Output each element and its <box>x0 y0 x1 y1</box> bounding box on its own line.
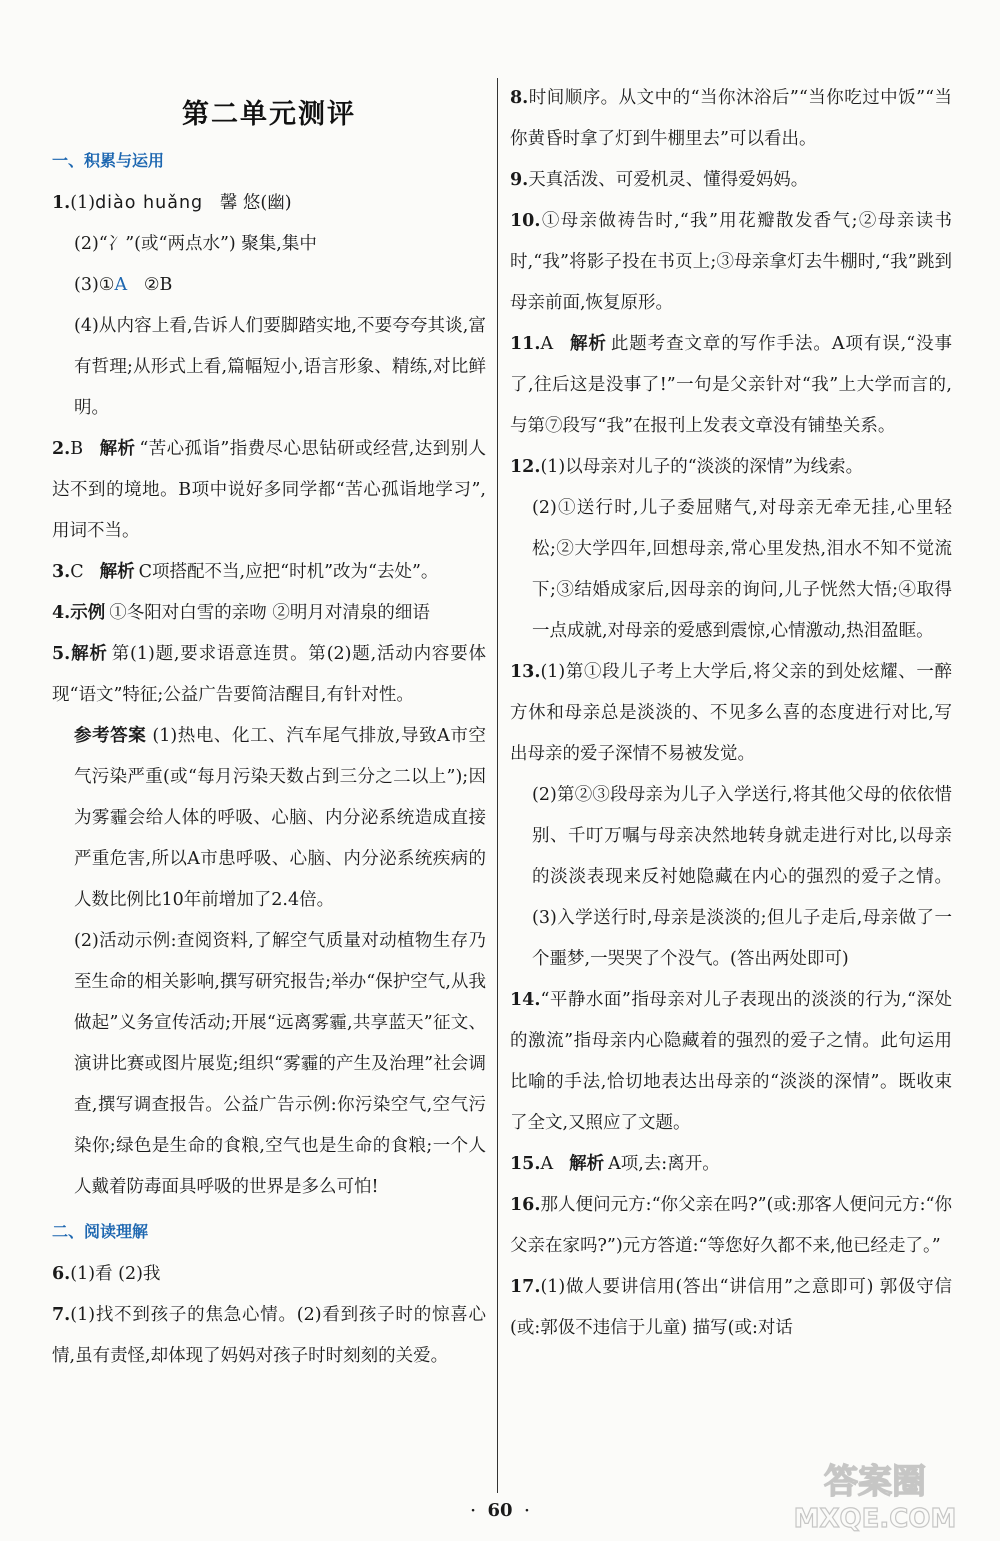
q8-text: 时间顺序。从文中的“当你沐浴后”“当你吃过中饭”“当你黄昏时拿了灯到牛棚里去”可以看出。 <box>510 88 952 149</box>
analysis-label: 解析 <box>569 1154 605 1174</box>
watermark-line1: 答案圈 <box>824 1462 926 1502</box>
right-column <box>510 78 952 1349</box>
q4-text: ①冬阳对白雪的亲吻 ②明月对清泉的细语 <box>109 603 430 623</box>
q1-pinyin: diào huǎng <box>95 193 204 213</box>
question-6 <box>52 1254 486 1295</box>
question-14 <box>510 980 952 1144</box>
watermark-line2: MXQE.COM <box>793 1504 957 1534</box>
q1-line3-answer: A <box>114 275 128 295</box>
q10-text: ①母亲做祷告时,“我”用花瓣散发香气;②母亲读书时,“我”将影子投在书页上;③母亲拿灯去牛棚时,“我”跳到母亲前面,恢复原形。 <box>510 211 952 313</box>
q15-answer: A <box>540 1154 554 1174</box>
footer-dot-right: · <box>524 1503 530 1519</box>
question-number: 11. <box>510 334 541 354</box>
page-number: 60 <box>487 1500 513 1521</box>
question-number: 15. <box>510 1154 541 1174</box>
question-5 <box>52 634 486 1208</box>
q1-line4: (4)从内容上看,告诉人们要脚踏实地,不要夸夸其谈,富有哲理;从形式上看,篇幅短小,语言形象、精练,对比鲜明。 <box>74 316 486 418</box>
question-7 <box>52 1295 486 1377</box>
left-column <box>52 78 486 1377</box>
question-10 <box>510 201 952 324</box>
analysis-label: 解析 <box>99 439 136 459</box>
q6-text: (1)看 (2)我 <box>70 1264 161 1284</box>
reference-answer-label: 参考答案 <box>74 726 147 746</box>
analysis-label: 解析 <box>99 562 135 582</box>
question-2 <box>52 429 486 552</box>
question-number: 14. <box>510 990 541 1010</box>
section-heading-1: 一、积累与运用 <box>52 151 165 170</box>
q1-line2: (2)“冫”(或“两点水”) 聚集,集中 <box>74 234 317 254</box>
question-11 <box>510 324 952 447</box>
question-17 <box>510 1267 952 1349</box>
question-number: 6. <box>52 1264 71 1284</box>
q15-text: A项,去:离开。 <box>608 1154 720 1174</box>
question-number: 8. <box>510 88 529 108</box>
example-label: 示例 <box>70 603 106 623</box>
question-number: 9. <box>510 170 529 190</box>
q12-text2: (2)①送行时,儿子委屈赌气,对母亲无牵无挂,心里轻松;②大学四年,回想母亲,常心里发热,泪水不知不觉流下;③结婚成家后,因母亲的询问,儿子恍然大悟;④取得一点成就,对母亲的爱感到震惊,心情激动,热泪盈眶。 <box>532 498 952 641</box>
q2-answer: B <box>70 439 84 459</box>
question-number: 16. <box>510 1195 541 1215</box>
question-3 <box>52 552 486 593</box>
column-divider <box>497 78 498 1493</box>
question-number: 4. <box>52 603 71 623</box>
section-heading-2: 二、阅读理解 <box>52 1222 149 1241</box>
q11-answer: A <box>540 334 554 354</box>
q1-line1-chars: 馨 悠(幽) <box>219 193 292 213</box>
q1-line3-rest: ②B <box>143 275 173 295</box>
question-number: 2. <box>52 439 71 459</box>
q5-text2: (1)热电、化工、汽车尾气排放,导致A市空气污染严重(或“每月污染天数占到三分之二以上”);因为雾霾会给人体的呼吸、心脑、内分泌系统造成直接严重危害,所以A市患呼吸、心脑、内分泌系统疾病的人数比例比10年前增加了2.4倍。 <box>74 726 486 910</box>
watermark-logo <box>773 1455 978 1535</box>
question-number: 17. <box>510 1277 541 1297</box>
question-4 <box>52 593 486 634</box>
question-number: 7. <box>52 1305 71 1325</box>
question-number: 12. <box>510 457 541 477</box>
question-number: 1. <box>52 193 71 213</box>
q7-text: (1)找不到孩子的焦急心情。(2)看到孩子时的惊喜心情,虽有责怪,却体现了妈妈对孩子时时刻刻的关爱。 <box>52 1305 486 1366</box>
q17-text: (1)做人要讲信用(答出“讲信用”之意即可) 郭伋守信(或:郭伋不违信于儿童) 描写(或:对话 <box>510 1277 952 1338</box>
q1-line3-prefix: (3)① <box>74 275 115 295</box>
q13-text2: (2)第②③段母亲为儿子入学送行,将其他父母的依依惜别、千叮万嘱与母亲决然地转身就走进行对比,以母亲的淡淡表现来反衬她隐藏在内心的强烈的爱子之情。(3)入学送行时,母亲是淡淡的;但儿子走后,母亲做了一个噩梦,一哭哭了个没气。(答出两处即可) <box>532 785 952 969</box>
question-9 <box>510 160 952 201</box>
q5-text3: (2)活动示例:查阅资料,了解空气质量对动植物生存乃至生命的相关影响,撰写研究报告;举办“保护空气,从我做起”义务宣传活动;开展“远离雾霾,共享蓝天”征文、演讲比赛或图片展览;组织“雾霾的产生及治理”社会调查,撰写调查报告。公益广告示例:你污染空气,空气污染你;绿色是生命的食粮,空气也是生命的食粮;一个人人戴着防毒面具呼吸的世界是多么可怕! <box>74 931 486 1197</box>
q16-text: 那人便问元方:“你父亲在吗?”(或:那客人便问元方:“你父亲在家吗?”)元方答道:“等您好久都不来,他已经走了。” <box>510 1195 952 1256</box>
q3-answer: C <box>70 562 84 582</box>
q3-text: C项搭配不当,应把“时机”改为“去处”。 <box>138 562 439 582</box>
question-13 <box>510 652 952 980</box>
q14-text: “平静水面”指母亲对儿子表现出的淡淡的行为,“深处的激流”指母亲内心隐藏着的强烈的爱子之情。此句运用比喻的手法,恰切地表达出母亲的“淡淡的深情”。既收束了全文,又照应了文题。 <box>510 990 952 1133</box>
q2-text: “苦心孤诣”指费尽心思钻研或经营,达到别人达不到的境地。B项中说好多同学都“苦心孤诣地学习”,用词不当。 <box>52 439 486 541</box>
question-1 <box>52 183 486 429</box>
q1-line1-prefix: (1) <box>70 193 96 213</box>
q13-text1: (1)第①段儿子考上大学后,将父亲的到处炫耀、一醉方休和母亲总是淡淡的、不见多么喜的态度进行对比,写出母亲的爱子深情不易被发觉。 <box>510 662 952 764</box>
footer-dot-left: · <box>470 1503 476 1519</box>
q11-text: 此题考查文章的写作手法。A项有误,“没事了,往后这是没事了!”一句是父亲针对“我”上大学而言的,与第⑦段写“我”在报刊上发表文章没有铺垫关系。 <box>510 334 952 436</box>
question-12 <box>510 447 952 652</box>
q5-text1: 第(1)题,要求语意连贯。第(2)题,活动内容要体现“语文”特征;公益广告要简洁醒目,有针对性。 <box>52 644 487 705</box>
question-8 <box>510 78 952 160</box>
q12-text1: (1)以母亲对儿子的“淡淡的深情”为线索。 <box>540 457 864 477</box>
question-number: 3. <box>52 562 71 582</box>
question-16 <box>510 1185 952 1267</box>
page-title: 第二单元测评 <box>182 99 356 130</box>
question-15 <box>510 1144 952 1185</box>
question-number: 5. <box>52 644 71 664</box>
question-number: 13. <box>510 662 541 682</box>
q9-text: 天真活泼、可爱机灵、懂得爱妈妈。 <box>528 170 809 190</box>
question-number: 10. <box>510 211 541 231</box>
analysis-label: 解析 <box>70 644 108 664</box>
analysis-label: 解析 <box>569 334 607 354</box>
